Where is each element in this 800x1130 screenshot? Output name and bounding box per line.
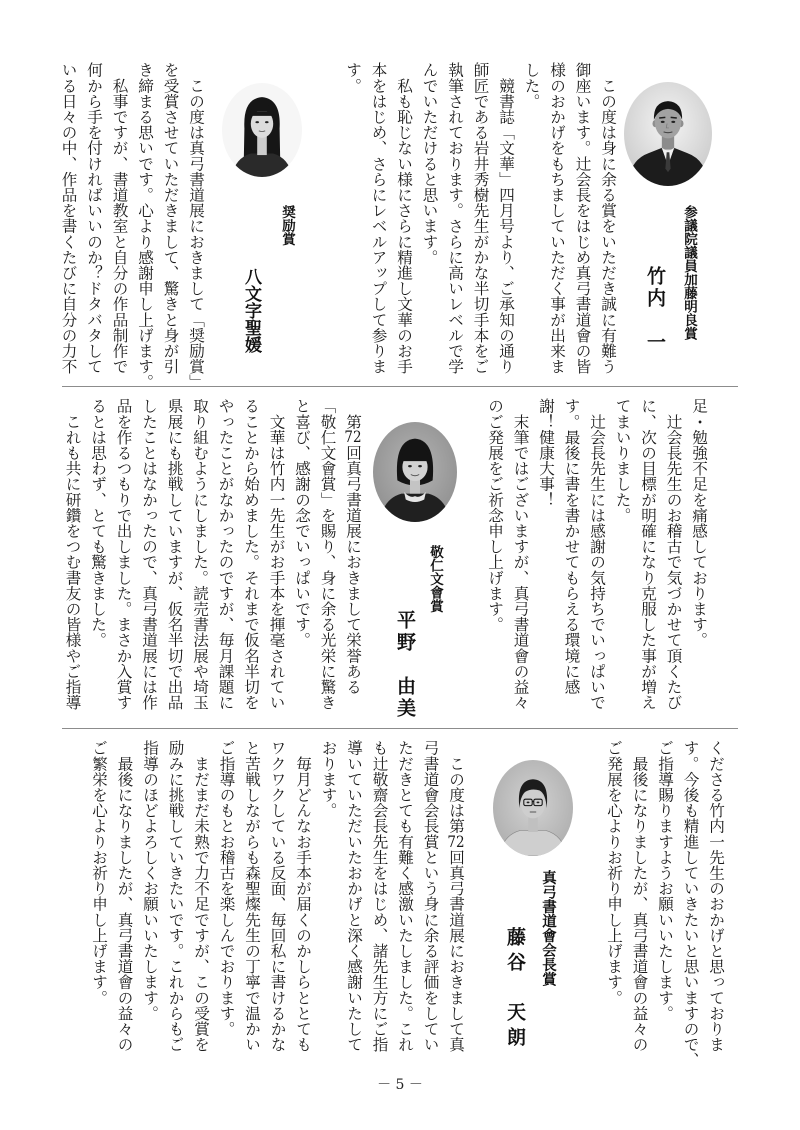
article-body-hirano-part1	[59, 398, 365, 710]
text-line: のご発展をご祈念申し上げます。	[486, 398, 504, 632]
text-line: 辻会長先生のお稽古で気づかせて頂くたび	[664, 398, 683, 710]
text-line: と喜び、感謝の念でいっぱいです。	[293, 398, 311, 648]
text-line: した。	[522, 62, 541, 109]
author-name-hirano: 平野 由美	[394, 610, 416, 720]
text-line: 第72回真弓書道展におきまして栄誉ある	[344, 398, 362, 695]
text-line: 励みに挑戦していきたいです。これからもご	[166, 740, 185, 1052]
text-line: 文華は竹内一先生がお手本を揮毫されてい	[267, 398, 286, 710]
text-line: 導いていただいたおかげと深く感謝いたして	[345, 740, 363, 1052]
page-number: － 5 －	[377, 1077, 423, 1093]
text-line: ることから始めました。それまで仮名半切を	[242, 398, 260, 710]
portrait-photo-fujitani	[493, 760, 573, 856]
text-line: 取り組むようにしました。読売書法展や埼玉	[191, 398, 209, 710]
text-line: ご発展を心よりお祈り申し上げます。	[605, 740, 623, 1006]
portrait-photo-takeuchi	[624, 82, 712, 186]
text-line: も辻敬齋会長先生をはじめ、諸先生方にご指	[370, 740, 389, 1052]
text-line: これも共に研鑽をつむ書友の皆様やご指導	[63, 398, 82, 710]
text-line: ご指導賜りますようお願いいたします。	[656, 740, 674, 1021]
tate-chu-yoko-number: 72	[344, 429, 362, 445]
text-line: てまいりました。	[613, 398, 632, 523]
text-line: この度は身に余る賞をいただき誠に有難う	[599, 62, 617, 374]
text-line: いる日々の中、作品を書くたびに自分の力不	[59, 62, 78, 374]
text-line: 最後になりましたが、真弓書道會の益々の	[630, 740, 649, 1052]
article-body-hirano-part2	[601, 740, 729, 1068]
text-line: 競書誌「文華」四月号より、ご承知の通り	[497, 62, 515, 374]
text-line: 私も恥じない様にさらに精進し文華のお手	[395, 62, 413, 374]
text-line: 毎月どんなお手本が届くのかしらととても	[294, 740, 312, 1052]
article-body-takeuchi	[340, 62, 621, 374]
text-line: す。今後も精進していきたいと思いますので、	[681, 740, 700, 1068]
text-line: ご繁栄を心よりお祈り申し上げます。	[90, 740, 108, 1006]
text-line: 様のおかげをもちましていただく事が出来ま	[548, 62, 566, 374]
section-divider	[62, 728, 738, 729]
text-line: 指導のほどよろしくお願いいたします。	[141, 740, 159, 1021]
portrait-photo-hirano	[373, 422, 457, 522]
text-line: す。最後に書を書かせてもらえる環境に感	[562, 398, 581, 695]
text-line: 辻会長先生には感謝の気持ちでいっぱいで	[588, 398, 606, 710]
text-line: き締まる思いです。心より感謝申し上げます。	[136, 62, 154, 390]
award-title-takeuchi: 参議院議員加藤明良賞	[681, 205, 697, 340]
text-line: この度は真弓書道展におきまして「奨励賞」	[187, 62, 205, 390]
article-body-hachimonji-part1	[55, 62, 208, 390]
text-line: ワクワクしている反面、毎回私に書けるかな	[268, 740, 287, 1052]
text-line: す。	[344, 62, 362, 94]
text-line: 本をはじめ、さらにレベルアップして参りま	[369, 62, 388, 374]
text-line: 弓書道會会長賞という身に余る評価をしてい	[421, 740, 440, 1052]
text-line: に、次の目標が明確になり克服した事が増え	[639, 398, 657, 710]
text-line: るとは思わず、とても驚きました。	[89, 398, 107, 648]
text-line: ご指導のもとお稽古を楽しんでおります。	[217, 740, 236, 1037]
text-line: やったことがなかったのですが、毎月課題に	[216, 398, 235, 710]
text-line: この度は第72回真弓書道展におきまして真	[447, 740, 465, 1053]
text-line: を受賞させていただきまして、驚きと身が引	[161, 62, 180, 374]
text-line: 謝！健康大事！	[537, 398, 555, 508]
award-title-hachimonji: 奨励賞	[279, 205, 295, 246]
text-line: 「敬仁文會賞」を賜り、身に余る光栄に驚き	[318, 398, 337, 710]
text-line: 足・勉強不足を痛感しております。	[690, 398, 708, 648]
portrait-photo-hachimonji	[222, 83, 302, 177]
award-title-fujitani: 真弓書道會会長賞	[540, 870, 556, 986]
text-line: ただきとても有難く感激いたしました。これ	[396, 740, 414, 1052]
text-line: まだまだ未熟で力不足ですが、この受賞を	[192, 740, 210, 1052]
text-line: 最後になりましたが、真弓書道會の益々の	[115, 740, 134, 1052]
text-line: 御座います。辻会長をはじめ真弓書道會の皆	[573, 62, 592, 374]
article-body-hachimonji-part2	[482, 398, 712, 710]
text-line: 品を作るつもりで出しました。まさか入賞す	[114, 398, 133, 710]
text-line: 私事ですが、書道教室と自分の作品制作で	[110, 62, 129, 374]
text-line: 執筆されております。さらに高いレベルで学	[446, 62, 464, 374]
text-line: と苦戦しながらも森聖燦先生の丁寧で温かい	[243, 740, 261, 1052]
article-body-fujitani	[86, 740, 469, 1052]
tate-chu-yoko-number: 72	[447, 833, 465, 850]
text-line: 師匠である岩井秀樹先生がかな半切手本をご	[471, 62, 490, 374]
section-divider	[62, 386, 738, 387]
text-line: 何から手を付ければいいのか？ドタバタして	[85, 62, 103, 374]
author-name-hachimonji: 八文字聖媛	[241, 268, 261, 353]
text-line: 県展にも挑戦していますが、仮名半切で出品	[165, 398, 184, 710]
author-name-fujitani: 藤谷 天朗	[504, 927, 526, 1052]
author-name-takeuchi: 竹内 一	[644, 266, 666, 354]
text-line: 末筆ではございますが、真弓書道會の益々	[511, 398, 530, 710]
award-title-hirano: 敬仁文會賞	[427, 545, 443, 613]
text-line: したことはなかったので、真弓書道展には作	[140, 398, 158, 710]
text-line: んでいただけると思います。	[420, 62, 439, 265]
text-line: くださる竹内一先生のおかげと思っておりま	[707, 740, 725, 1052]
text-line: おります。	[319, 740, 338, 818]
